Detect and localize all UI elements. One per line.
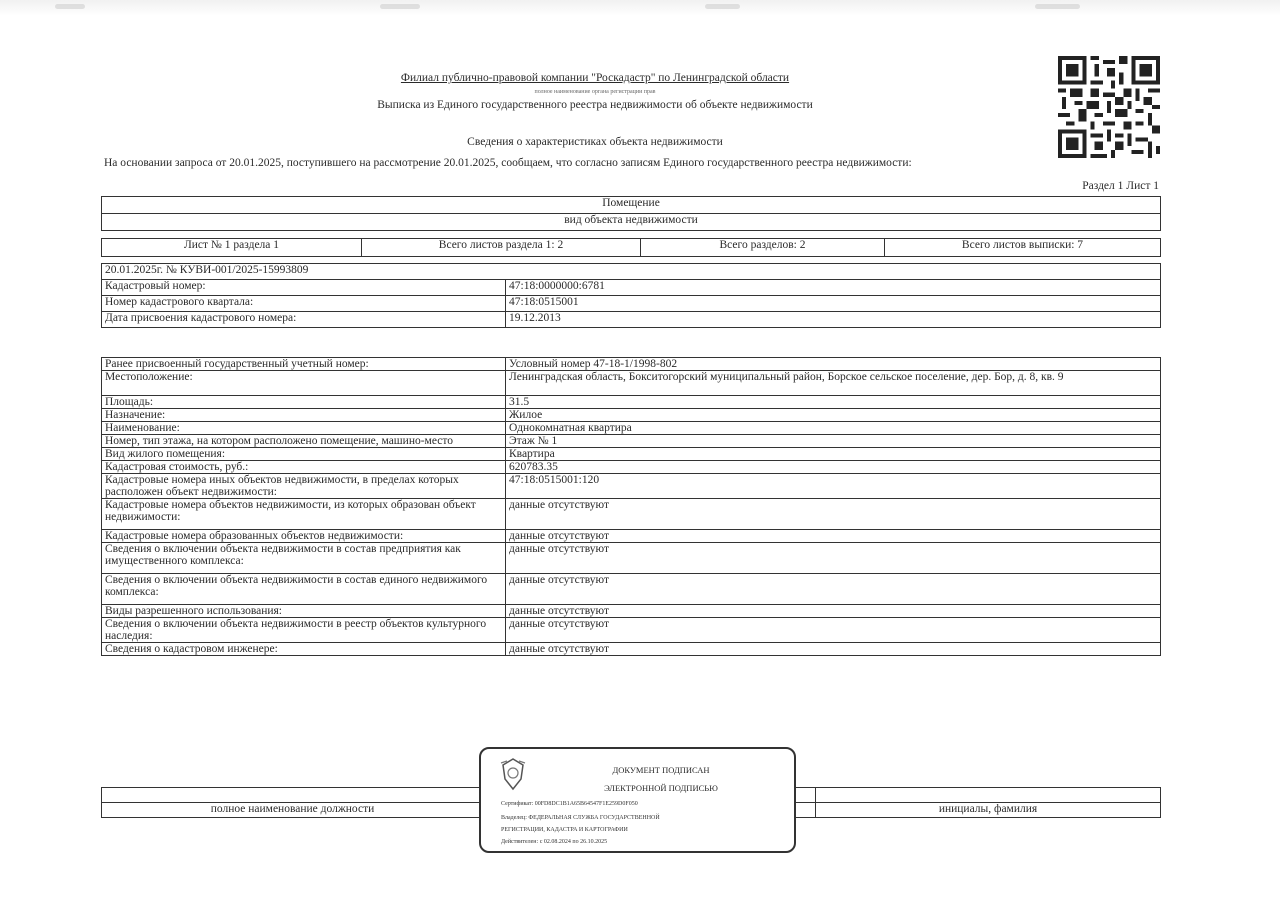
document-title: Выписка из Единого государственного реестра недвижимости об объекте недвижимости bbox=[377, 99, 813, 111]
table-row bbox=[102, 280, 1161, 296]
table-row bbox=[102, 530, 1161, 543]
intro-text: На основании запроса от 20.01.2025, поступившего на рассмотрение 20.01.2025, сообщаем, что согласно записям Единого государственного реестра недвижимости: bbox=[104, 157, 912, 169]
row-label: Вид жилого помещения: bbox=[102, 448, 506, 461]
section-title: Сведения о характеристиках объекта недвижимости bbox=[467, 136, 723, 148]
row-label: Дата присвоения кадастрового номера: bbox=[102, 312, 506, 328]
org-name-caption: полное наименование органа регистрации прав bbox=[534, 89, 656, 95]
row-value: данные отсутствуют bbox=[506, 643, 1161, 656]
row-value: 620783.35 bbox=[506, 461, 1161, 474]
row-value: данные отсутствуют bbox=[506, 618, 1161, 643]
cadastral-number: 47:18:0000000:6781 bbox=[506, 280, 1161, 296]
table-row bbox=[102, 358, 1161, 371]
characteristics-table bbox=[101, 357, 1161, 656]
row-label: Кадастровый номер: bbox=[102, 280, 506, 296]
table-row bbox=[102, 409, 1161, 422]
row-value: Жилое bbox=[506, 409, 1161, 422]
row-label: Сведения о включении объекта недвижимости в реестр объектов культурного наследия: bbox=[102, 618, 506, 643]
row-value: данные отсутствуют bbox=[506, 605, 1161, 618]
row-value: Квартира bbox=[506, 448, 1161, 461]
cadastral-quarter: 47:18:0515001 bbox=[506, 296, 1161, 312]
row-label: Площадь: bbox=[102, 396, 506, 409]
table-row bbox=[102, 605, 1161, 618]
row-label: Ранее присвоенный государственный учетный номер: bbox=[102, 358, 506, 371]
section-sheet-info: Раздел 1 Лист 1 bbox=[1082, 180, 1159, 192]
object-type: Помещение bbox=[102, 197, 1161, 214]
table-row bbox=[102, 396, 1161, 409]
row-value: Этаж № 1 bbox=[506, 435, 1161, 448]
stamp-validity: Действителен: с 02.08.2024 по 26.10.2025 bbox=[501, 839, 608, 845]
stamp-line-2: ЭЛЕКТРОННОЙ ПОДПИСЬЮ bbox=[604, 783, 718, 793]
stamp-owner: Владелец: ФЕДЕРАЛЬНАЯ СЛУЖБА ГОСУДАРСТВЕННОЙ bbox=[501, 815, 660, 821]
table-row bbox=[102, 643, 1161, 656]
table-row bbox=[102, 371, 1161, 396]
row-value: 47:18:0515001:120 bbox=[506, 474, 1161, 499]
row-value: данные отсутствуют bbox=[506, 499, 1161, 530]
object-type-caption: вид объекта недвижимости bbox=[102, 214, 1161, 231]
row-label: Виды разрешенного использования: bbox=[102, 605, 506, 618]
e-signature-stamp bbox=[479, 747, 796, 853]
coat-of-arms-icon bbox=[497, 757, 529, 793]
org-name: Филиал публично-правовой компании "Роскадастр" по Ленинградской области bbox=[400, 72, 790, 84]
row-label: Сведения о кадастровом инженере: bbox=[102, 643, 506, 656]
table-row bbox=[102, 543, 1161, 574]
stamp-certificate: Сертификат: 00FD8DC1B1A65B64547F1E259D0F050 bbox=[501, 801, 638, 807]
sheets-in-section: Всего листов раздела 1: 2 bbox=[362, 239, 641, 257]
scan-smudge bbox=[1035, 4, 1080, 9]
table-row bbox=[102, 422, 1161, 435]
request-number: 20.01.2025г. № КУВИ-001/2025-15993809 bbox=[102, 264, 1161, 280]
row-label: Кадастровые номера иных объектов недвижимости, в пределах которых расположен объект недвижимости: bbox=[102, 474, 506, 499]
sheets-total: Всего листов выписки: 7 bbox=[885, 239, 1161, 257]
sheet-info-table bbox=[101, 238, 1161, 257]
row-label: Местоположение: bbox=[102, 371, 506, 396]
row-label: Номер кадастрового квартала: bbox=[102, 296, 506, 312]
table-row bbox=[102, 474, 1161, 499]
row-value: Ленинградская область, Бокситогорский муниципальный район, Борское сельское поселение, дер. Бор, д. 8, кв. 9 bbox=[506, 371, 1161, 396]
table-row bbox=[102, 296, 1161, 312]
row-value: данные отсутствуют bbox=[506, 543, 1161, 574]
row-label: Кадастровая стоимость, руб.: bbox=[102, 461, 506, 474]
row-label: Сведения о включении объекта недвижимости в состав единого недвижимого комплекса: bbox=[102, 574, 506, 605]
table-row bbox=[102, 448, 1161, 461]
scan-smudge bbox=[705, 4, 740, 9]
row-value: 31.5 bbox=[506, 396, 1161, 409]
row-label: Номер, тип этажа, на котором расположено помещение, машино-место bbox=[102, 435, 506, 448]
row-value: данные отсутствуют bbox=[506, 574, 1161, 605]
table-row bbox=[102, 461, 1161, 474]
stamp-line-1: ДОКУМЕНТ ПОДПИСАН bbox=[612, 765, 710, 775]
table-row bbox=[102, 312, 1161, 328]
table-row bbox=[102, 435, 1161, 448]
stamp-owner-cont: РЕГИСТРАЦИИ, КАДАСТРА И КАРТОГРАФИИ bbox=[501, 827, 628, 833]
table-row bbox=[102, 499, 1161, 530]
table-row bbox=[102, 618, 1161, 643]
sections-total: Всего разделов: 2 bbox=[641, 239, 885, 257]
identification-table bbox=[101, 263, 1161, 328]
row-value: Условный номер 47-18-1/1998-802 bbox=[506, 358, 1161, 371]
row-label: Кадастровые номера объектов недвижимости, из которых образован объект недвижимости: bbox=[102, 499, 506, 530]
object-type-table bbox=[101, 196, 1161, 231]
table-row bbox=[102, 574, 1161, 605]
row-label: Назначение: bbox=[102, 409, 506, 422]
scan-smudge bbox=[55, 4, 85, 9]
row-label: Наименование: bbox=[102, 422, 506, 435]
row-value: Однокомнатная квартира bbox=[506, 422, 1161, 435]
row-label: Кадастровые номера образованных объектов недвижимости: bbox=[102, 530, 506, 543]
name-caption: инициалы, фамилия bbox=[816, 803, 1161, 818]
row-value: данные отсутствуют bbox=[506, 530, 1161, 543]
sheet-number: Лист № 1 раздела 1 bbox=[102, 239, 362, 257]
scan-edge bbox=[0, 0, 1280, 16]
scan-smudge bbox=[380, 4, 420, 9]
assignment-date: 19.12.2013 bbox=[506, 312, 1161, 328]
qr-code-icon bbox=[1055, 56, 1163, 158]
row-label: Сведения о включении объекта недвижимости в состав предприятия как имущественного комплекса: bbox=[102, 543, 506, 574]
position-caption: полное наименование должности bbox=[102, 803, 484, 818]
